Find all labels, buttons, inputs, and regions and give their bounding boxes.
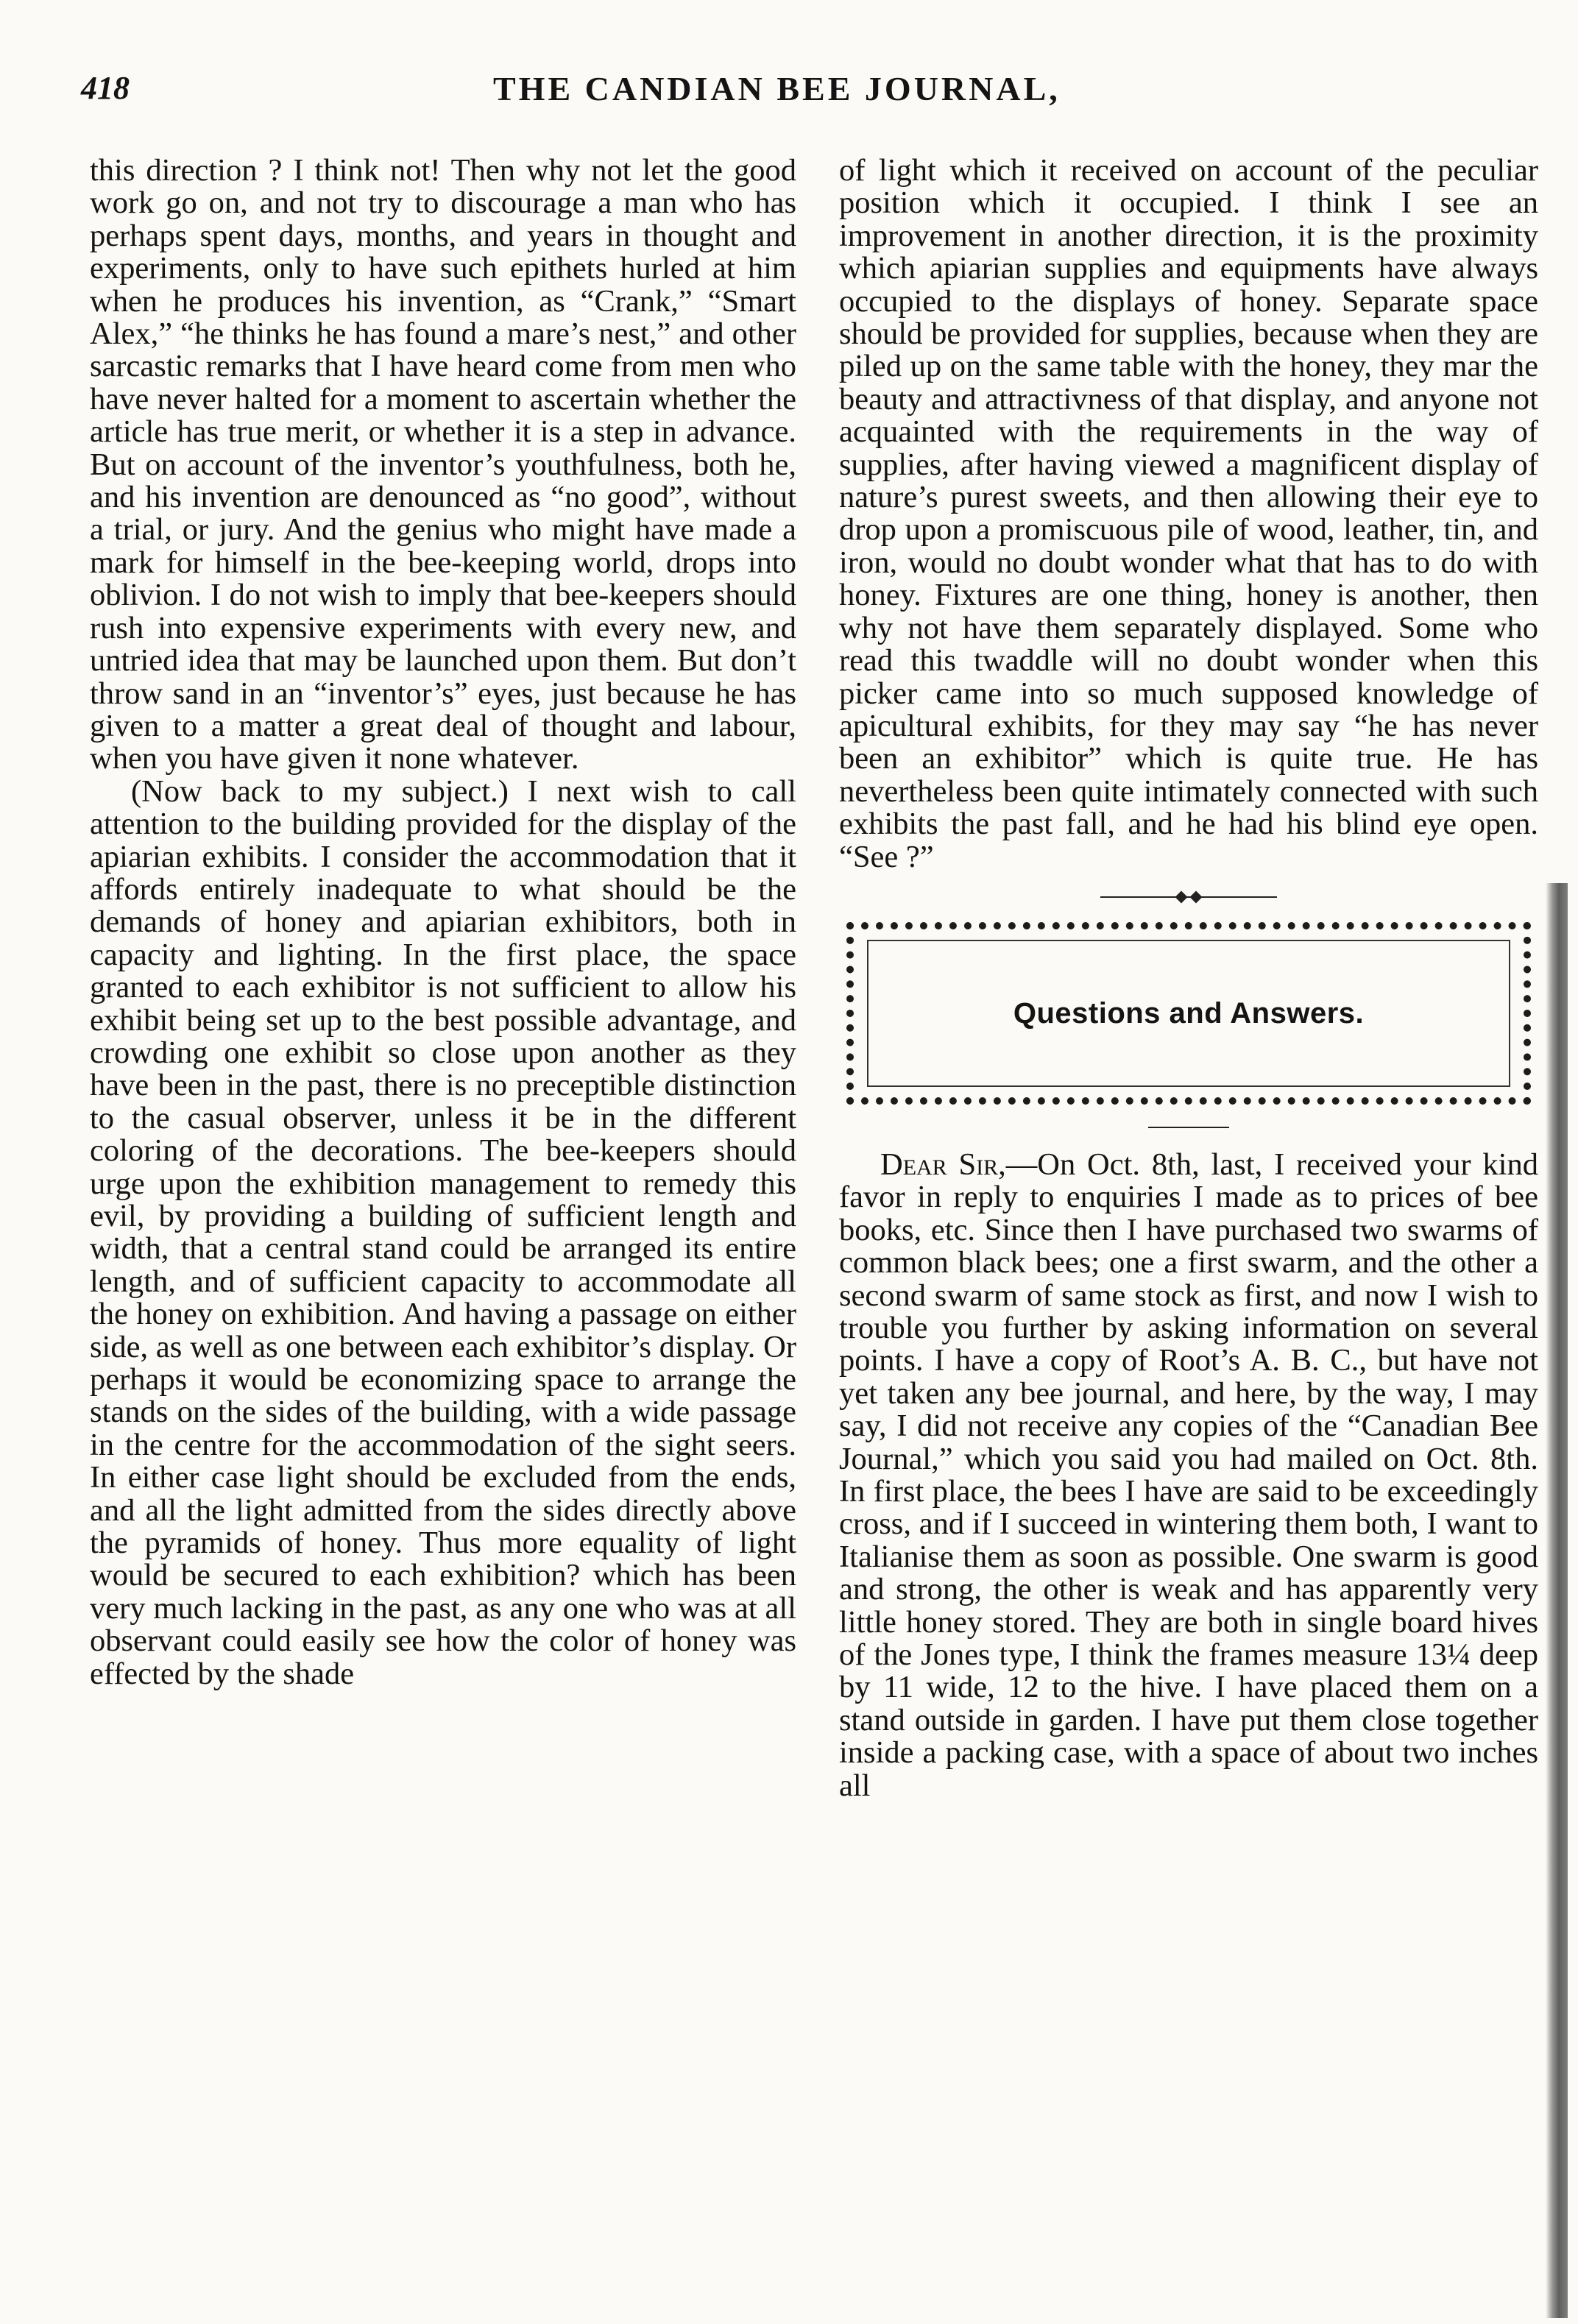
letter-body: —On Oct. 8th, last, I received your kind favor in reply to enquiries I made as to prices of bee books, etc. Since then I have purchased two swarms of common black bees; one a first swarm, and the other a second swarm of same stock as first, and now I wish to trouble you further by asking information on several points. I have a copy of Root’s A. B. C., but have not yet taken any bee journal, and here, by the way, I may say, I did not receive any copies of the “Canadian Bee Journal,” which you said you had mailed on Oct. 8th. In first place, the bees I have are said to be exceedingly cross, and if I succeed in wintering them both, I want to Italianise them as soon as possible. One swarm is good and strong, the other is weak and has apparently very little honey stored. They are both in single board hives of the Jones type, I think the frames measure 13¼ deep by 11 wide, 12 to the hive. I have placed them on a stand outside in garden. I have put them close together inside a packing case, with a space of about two inches all: [839, 1147, 1538, 1803]
page-number: 418: [81, 70, 130, 106]
ornament-diamond: [1175, 890, 1188, 903]
page-header: [81, 69, 1538, 128]
running-head: THE CANDIAN BEE JOURNAL,: [493, 70, 1061, 107]
right-paragraph-1: of light which it received on account of the peculiar position which it occupied. I think I see an improvement in another direction, it is the proximity which apiarian supplies and equipments have always occupied to the displays of honey. Separate space should be provided for supplies, because when they are piled up on the same table with the honey, they mar the beauty and attractivness of that display, and anyone not acquainted with the requirements in the way of supplies, after having viewed a magnificent display of nature’s purest sweets, and then allowing their eye to drop upon a promiscuous pile of wood, leather, tin, and iron, would no doubt wonder what that has to do with honey. Fixtures are one thing, honey is another, then why not have them separately displayed. Some who read this twaddle will no doubt wonder when this picker came into so much supposed knowledge of apicultural exhibits, for they may say “he has never been an exhibitor” which is quite true. He has nevertheless been quite intimately connected with such exhibits the past fall, and he had his blind eye open. “See ?”: [839, 153, 1538, 874]
left-column: [90, 155, 796, 1690]
left-paragraph-2: (Now back to my subject.) I next wish to call attention to the building provided for the display of the apiarian exhibits. I consider the accommodation that it affords entirely inadequate to what should be the demands of honey and apiarian exhibitors, both in capacity and lighting. In the first place, the space granted to each exhibitor is not sufficient to allow his exhibit being set up to the best possible advantage, and crowding one exhibit so close upon another as they have been in the past, there is no preceptible distinction to the casual observer, unless it be in the different coloring of the decorations. The bee-keepers should urge upon the exhibition management to remedy this evil, by providing a building of sufficient length and width, that a central stand could be arranged its entire length, and of sufficient capacity to accommodate all the honey on exhibition. And having a passage on either side, as well as one between each exhibitor’s display. Or perhaps it would be economizing space to arrange the stands on the sides of the building, with a wide passage in the centre for the accommodation of the sight seers. In either case light should be excluded from the ends, and all the light admitted from the sides directly above the pyramids of honey. Thus more equality of light would be secured to each exhibition? which has been very much lacking in the past, as any one who was at all observant could easily see how the color of honey was effected by the shade: [90, 773, 796, 1691]
section-heading-frame: [867, 940, 1510, 1087]
section-ornament: [1100, 891, 1277, 903]
section-rule: [1148, 1127, 1229, 1128]
letter-salutation: Dear Sir,: [880, 1147, 1006, 1182]
section-title: Questions and Answers.: [1013, 996, 1365, 1030]
section-heading-box: [846, 922, 1531, 1105]
scan-edge-shadow: [1546, 883, 1568, 2318]
right-column: [839, 155, 1538, 1802]
letter-paragraph: [839, 1149, 1538, 1802]
ornament-line: [1100, 896, 1277, 898]
ornament-diamond: [1190, 890, 1203, 903]
left-paragraph-1: this direction ? I think not! Then why not let the good work go on, and not try to discourage a man who has perhaps spent days, months, and years in thought and experiments, only to have such epithets hurled at him when he produces his invention, as “Crank,” “Smart Alex,” “he thinks he has found a mare’s nest,” and other sarcastic remarks that I have heard come from men who have never halted for a moment to ascertain whether the article has true merit, or whether it is a step in advance. But on account of the inventor’s youthfulness, both he, and his invention are denounced as “no good”, without a trial, or jury. And the genius who might have made a mark for himself in the bee-keeping world, drops into oblivion. I do not wish to imply that bee-keepers should rush into expensive experiments with every new, and untried idea that may be launched upon them. But don’t throw sand in an “inventor’s” eyes, just because he has given to a matter a great deal of thought and labour, when you have given it none whatever.: [90, 153, 796, 776]
